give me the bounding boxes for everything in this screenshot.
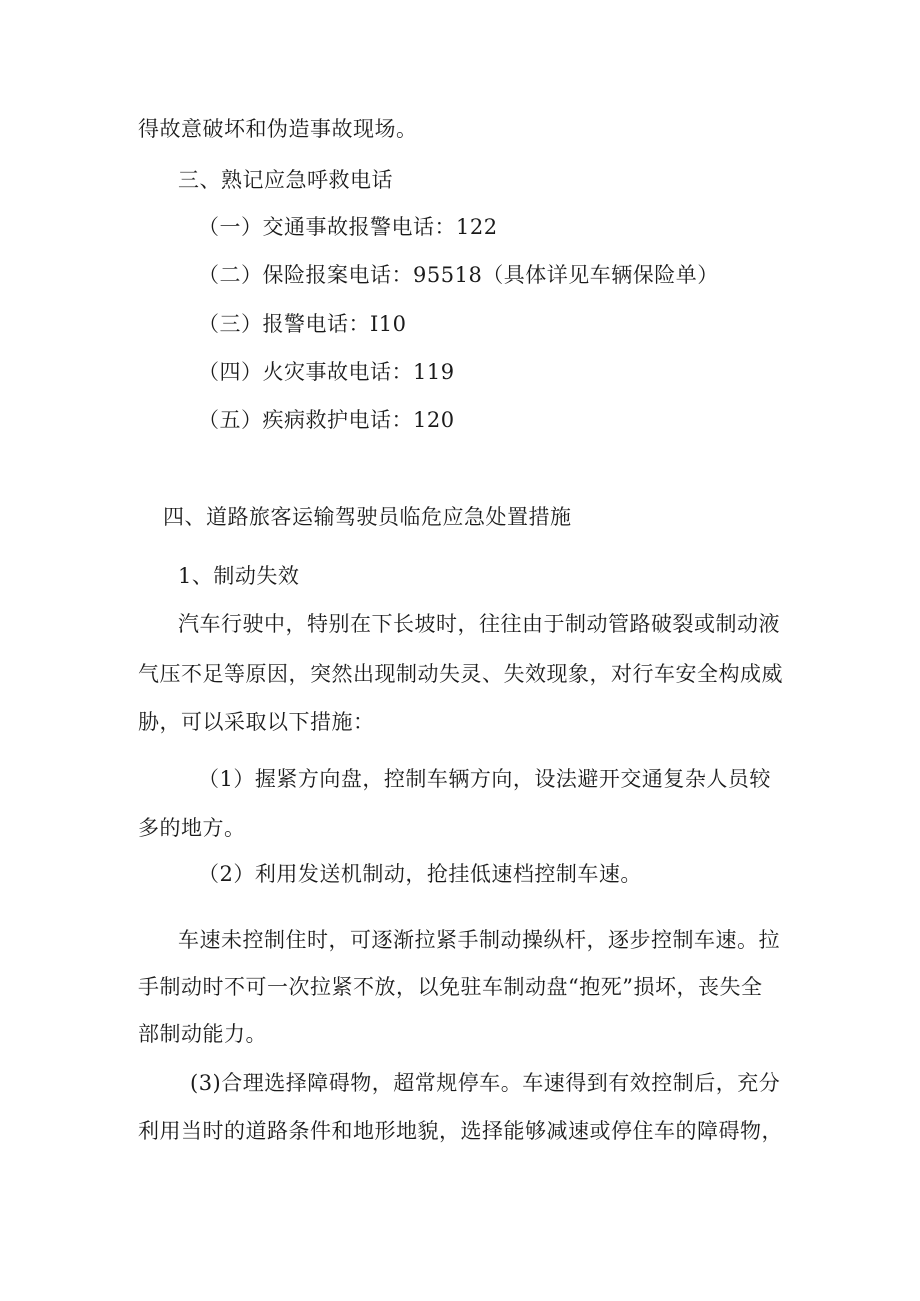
section-heading: 四、道路旅客运输驾驶员临危应急处置措施: [163, 505, 572, 529]
paragraph-line: (3)合理选择障碍物，超常规停车。车速得到有效控制后，充分: [190, 1071, 781, 1095]
list-item: （一）交通事故报警电话：122: [198, 215, 498, 239]
paragraph-line: 得故意破坏和伪造事故现场。: [138, 117, 418, 141]
paragraph-line: 气压不足等原因，突然出现制动失灵、失效现象，对行车安全构成威: [138, 662, 783, 686]
paragraph-line: （1）握紧方向盘，控制车辆方向，设法避开交通复杂人员较: [198, 767, 771, 791]
paragraph-line: 车速未控制住时，可逐渐拉紧手制动操纵杆，逐步控制车速。拉: [178, 928, 780, 952]
paragraph-line: 手制动时不可一次拉紧不放，以免驻车制动盘“抱死”损坏，丧失全: [138, 975, 763, 999]
subsection-heading: 1、制动失效: [178, 564, 300, 588]
list-item: （三）报警电话：I10: [198, 312, 407, 336]
list-item: （四）火灾事故电话：119: [198, 360, 455, 384]
list-item: （二）保险报案电话：95518（具体详见车辆保险单）: [198, 263, 719, 287]
list-item: （五）疾病救护电话：120: [198, 408, 455, 432]
paragraph-line: （2）利用发送机制动，抢挂低速档控制车速。: [198, 862, 642, 886]
paragraph-line: 利用当时的道路条件和地形地貌，选择能够减速或停住车的障碍物，: [138, 1119, 783, 1143]
section-heading: 三、熟记应急呼救电话: [178, 168, 393, 192]
paragraph-line: 多的地方。: [138, 816, 246, 840]
paragraph-line: 胁，可以采取以下措施：: [138, 710, 375, 734]
paragraph-line: 汽车行驶中，特别在下长坡时，往往由于制动管路破裂或制动液: [178, 612, 780, 636]
paragraph-line: 部制动能力。: [138, 1022, 267, 1046]
